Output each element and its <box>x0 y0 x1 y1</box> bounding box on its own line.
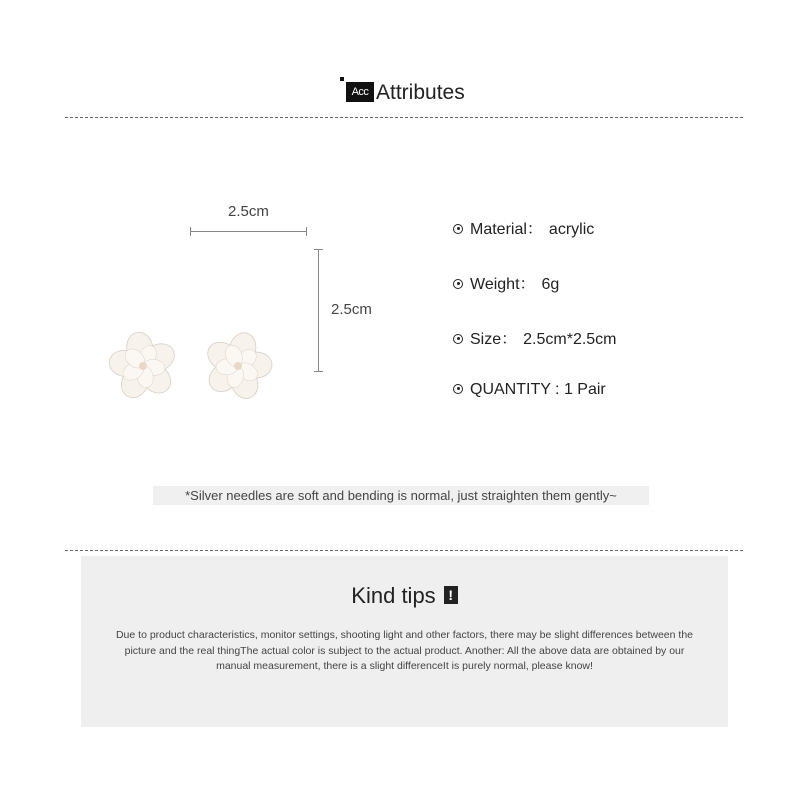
section-header <box>0 72 800 112</box>
kind-tips-panel <box>81 556 728 727</box>
badge-dot <box>340 77 344 81</box>
target-bullet-icon <box>453 224 463 234</box>
divider-top <box>65 117 743 118</box>
attribute-value: 2.5cm*2.5cm <box>523 331 617 348</box>
height-dimension-label: 2.5cm <box>331 301 372 318</box>
care-note: *Silver needles are soft and bending is normal, just straighten them gently~ <box>153 486 649 505</box>
attribute-value: 6g <box>541 276 560 293</box>
attribute-label: Size： <box>470 331 518 348</box>
attribute-value: acrylic <box>548 221 595 238</box>
kind-tips-title: Kind tips <box>351 583 436 608</box>
flower-earring-left-image <box>107 330 179 402</box>
attribute-size <box>453 329 617 351</box>
height-dimension-line <box>318 249 319 372</box>
kind-tips-heading <box>81 582 728 610</box>
width-dimension-label: 2.5cm <box>228 203 269 220</box>
attribute-label: Weight： <box>470 276 536 293</box>
attribute-label: Material： <box>470 221 543 238</box>
attribute-material <box>453 219 594 241</box>
divider-middle <box>65 550 743 551</box>
exclamation-icon: ! <box>444 586 458 604</box>
attribute-label: QUANTITY : 1 Pair <box>470 381 606 398</box>
kind-tips-body: Due to product characteristics, monitor settings, shooting light and other factors, there may be slight differences between the picture and the real thingThe actual color is subject to the actual product. Another: All the above data are obtained by our manual measurement, there is a slight differenceIt is purely normal, please know! <box>115 629 694 672</box>
target-bullet-icon <box>453 384 463 394</box>
attribute-quantity <box>453 379 606 401</box>
target-bullet-icon <box>453 334 463 344</box>
width-dimension-line <box>190 231 307 232</box>
header-badge: Acc <box>346 82 374 102</box>
target-bullet-icon <box>453 279 463 289</box>
page-title: Attributes <box>376 81 465 104</box>
flower-earring-right-image <box>202 330 274 402</box>
attribute-weight <box>453 274 559 296</box>
